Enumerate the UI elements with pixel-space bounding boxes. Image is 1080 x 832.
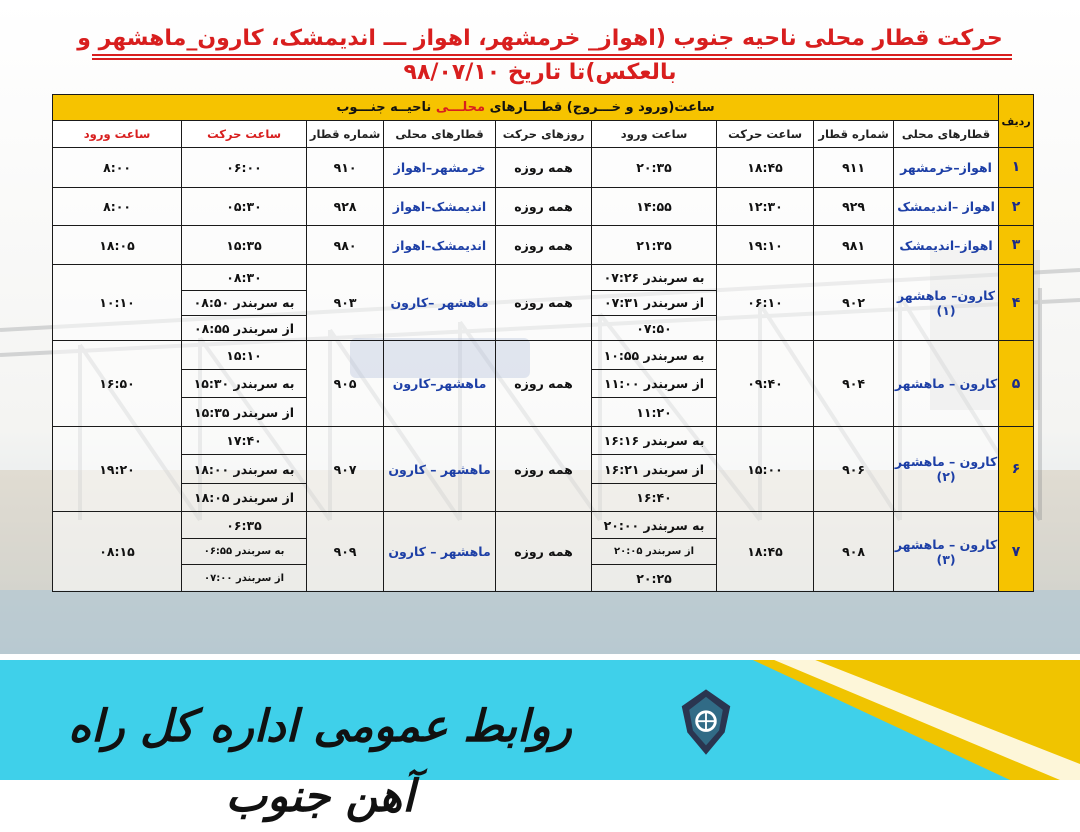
ret-depart-cell: از سربندر ۱۸:۰۵ xyxy=(182,483,307,512)
out-route-cell: کارون– ماهشهر (۱) xyxy=(894,265,999,341)
header-out-arrive: ساعت ورود xyxy=(592,121,717,148)
ret-train-no-cell: ۹۰۷ xyxy=(307,426,384,512)
out-route-cell: کارون – ماهشهر (۳) xyxy=(894,512,999,592)
out-depart-cell: ۱۸:۴۵ xyxy=(717,148,814,188)
out-depart-cell: ۰۹:۴۰ xyxy=(717,341,814,427)
days-cell: همه روزه xyxy=(496,187,592,226)
ret-route-cell: اندیمشک–اهواز xyxy=(384,226,496,265)
footer-signature: روابط عمومی اداره کل راه آهن جنوب xyxy=(68,701,572,822)
ret-arrive-cell: ۸:۰۰ xyxy=(53,187,182,226)
table-row xyxy=(53,512,1034,538)
out-arrive-cell: از سربندر ۱۱:۰۰ xyxy=(592,369,717,398)
out-arrive-cell: از سربندر ۲۰:۰۵ xyxy=(592,538,717,564)
days-cell: همه روزه xyxy=(496,426,592,512)
ret-train-no-cell: ۹۲۸ xyxy=(307,187,384,226)
train-schedule-table xyxy=(52,94,1034,592)
out-train-no-cell: ۹۰۲ xyxy=(814,265,894,341)
row-index: ۶ xyxy=(999,426,1034,512)
table-row xyxy=(53,341,1034,370)
ret-route-cell: ماهشهر – کارون xyxy=(384,512,496,592)
days-cell: همه روزه xyxy=(496,265,592,341)
days-cell: همه روزه xyxy=(496,341,592,427)
out-route-cell: اهواز–اندیمشک xyxy=(894,226,999,265)
ret-depart-cell: از سربندر ۰۸:۵۵ xyxy=(182,315,307,340)
ret-train-no-cell: ۹۱۰ xyxy=(307,148,384,188)
out-route-cell: اهواز–خرمشهر xyxy=(894,148,999,188)
out-arrive-cell: از سربندر ۰۷:۳۱ xyxy=(592,290,717,315)
row-index: ۱ xyxy=(999,148,1034,188)
table-row xyxy=(53,187,1034,226)
ret-depart-cell: به سربندر ۰۶:۵۵ xyxy=(182,538,307,564)
ret-arrive-cell: ۱۰:۱۰ xyxy=(53,265,182,341)
out-route-cell: اهواز –اندیمشک xyxy=(894,187,999,226)
row-index: ۵ xyxy=(999,341,1034,427)
out-depart-cell: ۱۲:۳۰ xyxy=(717,187,814,226)
ret-arrive-cell: ۱۹:۲۰ xyxy=(53,426,182,512)
days-cell: همه روزه xyxy=(496,226,592,265)
ret-depart-cell: از سربندر ۰۷:۰۰ xyxy=(182,565,307,592)
ret-route-cell: اندیمشک–اهواز xyxy=(384,187,496,226)
header-ret-train-no: شماره قطار xyxy=(307,121,384,148)
out-train-no-cell: ۹۰۶ xyxy=(814,426,894,512)
title-underline xyxy=(92,54,1012,56)
ret-arrive-cell: ۰۸:۱۵ xyxy=(53,512,182,592)
railway-emblem-icon xyxy=(678,684,734,762)
row-index: ۳ xyxy=(999,226,1034,265)
ret-train-no-cell: ۹۰۹ xyxy=(307,512,384,592)
out-arrive-cell: به سربندر ۱۶:۱۶ xyxy=(592,426,717,455)
header-days: روزهای حرکت xyxy=(496,121,592,148)
out-route-cell: کارون – ماهشهر xyxy=(894,341,999,427)
header-out-depart: ساعت حرکت xyxy=(717,121,814,148)
out-depart-cell: ۱۸:۴۵ xyxy=(717,512,814,592)
table-row xyxy=(53,426,1034,455)
header-ret-depart: ساعت حرکت xyxy=(182,121,307,148)
ret-train-no-cell: ۹۰۵ xyxy=(307,341,384,427)
table-band-title xyxy=(53,95,999,121)
out-depart-cell: ۰۶:۱۰ xyxy=(717,265,814,341)
ret-depart-cell: ۰۵:۳۰ xyxy=(182,187,307,226)
band-title-highlight: محلـــی xyxy=(435,100,486,115)
out-train-no-cell: ۹۲۹ xyxy=(814,187,894,226)
row-index: ۲ xyxy=(999,187,1034,226)
ret-train-no-cell: ۹۸۰ xyxy=(307,226,384,265)
ret-route-cell: ماهشهر–کارون xyxy=(384,341,496,427)
out-arrive-cell: ۰۷:۵۰ xyxy=(592,315,717,340)
out-arrive-cell: به سربندر ۰۷:۲۶ xyxy=(592,265,717,290)
ret-depart-cell: ۱۵:۱۰ xyxy=(182,341,307,370)
ret-depart-cell: ۱۷:۴۰ xyxy=(182,426,307,455)
out-arrive-cell: ۱۴:۵۵ xyxy=(592,187,717,226)
out-arrive-cell: ۱۱:۲۰ xyxy=(592,398,717,427)
band-title-prefix: ساعت(ورود و خـــروج) قطـــارهای xyxy=(485,100,715,115)
band-title-suffix: ناحیــه جنـــوب xyxy=(336,100,436,115)
index-header: ردیف xyxy=(999,95,1034,148)
days-cell: همه روزه xyxy=(496,512,592,592)
out-arrive-cell: از سربندر ۱۶:۲۱ xyxy=(592,455,717,484)
ret-depart-cell: ۰۸:۳۰ xyxy=(182,265,307,290)
table-row xyxy=(53,226,1034,265)
page-title: حرکت قطار محلی ناحیه جنوب (اهواز_ خرمشهر، اهواز ـــ اندیمشک، کارون_ماهشهر و بالعکس)تا تاریخ ۹۸/۰۷/۱۰ xyxy=(77,26,1003,85)
header-out-train-no: شماره قطار xyxy=(814,121,894,148)
days-cell: همه روزه xyxy=(496,148,592,188)
ret-train-no-cell: ۹۰۳ xyxy=(307,265,384,341)
schedule-table-container xyxy=(52,94,1033,592)
header-ret-arrive: ساعت ورود xyxy=(53,121,182,148)
out-arrive-cell: ۱۶:۴۰ xyxy=(592,483,717,512)
ret-route-cell: ماهشهر – کارون xyxy=(384,426,496,512)
table-row xyxy=(53,265,1034,290)
out-arrive-cell: ۲۰:۳۵ xyxy=(592,148,717,188)
out-depart-cell: ۱۵:۰۰ xyxy=(717,426,814,512)
out-arrive-cell: ۲۱:۳۵ xyxy=(592,226,717,265)
out-route-cell: کارون – ماهشهر (۲) xyxy=(894,426,999,512)
ret-arrive-cell: ۱۶:۵۰ xyxy=(53,341,182,427)
ret-arrive-cell: ۸:۰۰ xyxy=(53,148,182,188)
ret-depart-cell: ۰۶:۰۰ xyxy=(182,148,307,188)
out-train-no-cell: ۹۰۸ xyxy=(814,512,894,592)
row-index: ۴ xyxy=(999,265,1034,341)
ret-depart-cell: به سربندر ۱۸:۰۰ xyxy=(182,455,307,484)
out-arrive-cell: به سربندر ۱۰:۵۵ xyxy=(592,341,717,370)
ret-depart-cell: از سربندر ۱۵:۳۵ xyxy=(182,398,307,427)
header-out-route: قطارهای محلی xyxy=(894,121,999,148)
out-arrive-cell: ۲۰:۲۵ xyxy=(592,565,717,592)
ret-depart-cell: به سربندر ۱۵:۳۰ xyxy=(182,369,307,398)
row-index: ۷ xyxy=(999,512,1034,592)
header-ret-route: قطارهای محلی xyxy=(384,121,496,148)
ret-route-cell: ماهشهر –کارون xyxy=(384,265,496,341)
out-train-no-cell: ۹۸۱ xyxy=(814,226,894,265)
ret-route-cell: خرمشهر–اهواز xyxy=(384,148,496,188)
ret-depart-cell: به سربندر ۰۸:۵۰ xyxy=(182,290,307,315)
out-train-no-cell: ۹۱۱ xyxy=(814,148,894,188)
ret-arrive-cell: ۱۸:۰۵ xyxy=(53,226,182,265)
out-depart-cell: ۱۹:۱۰ xyxy=(717,226,814,265)
ret-depart-cell: ۰۶:۳۵ xyxy=(182,512,307,538)
ret-depart-cell: ۱۵:۳۵ xyxy=(182,226,307,265)
table-row xyxy=(53,148,1034,188)
out-train-no-cell: ۹۰۴ xyxy=(814,341,894,427)
out-arrive-cell: به سربندر ۲۰:۰۰ xyxy=(592,512,717,538)
title-underline-2 xyxy=(92,58,1012,60)
